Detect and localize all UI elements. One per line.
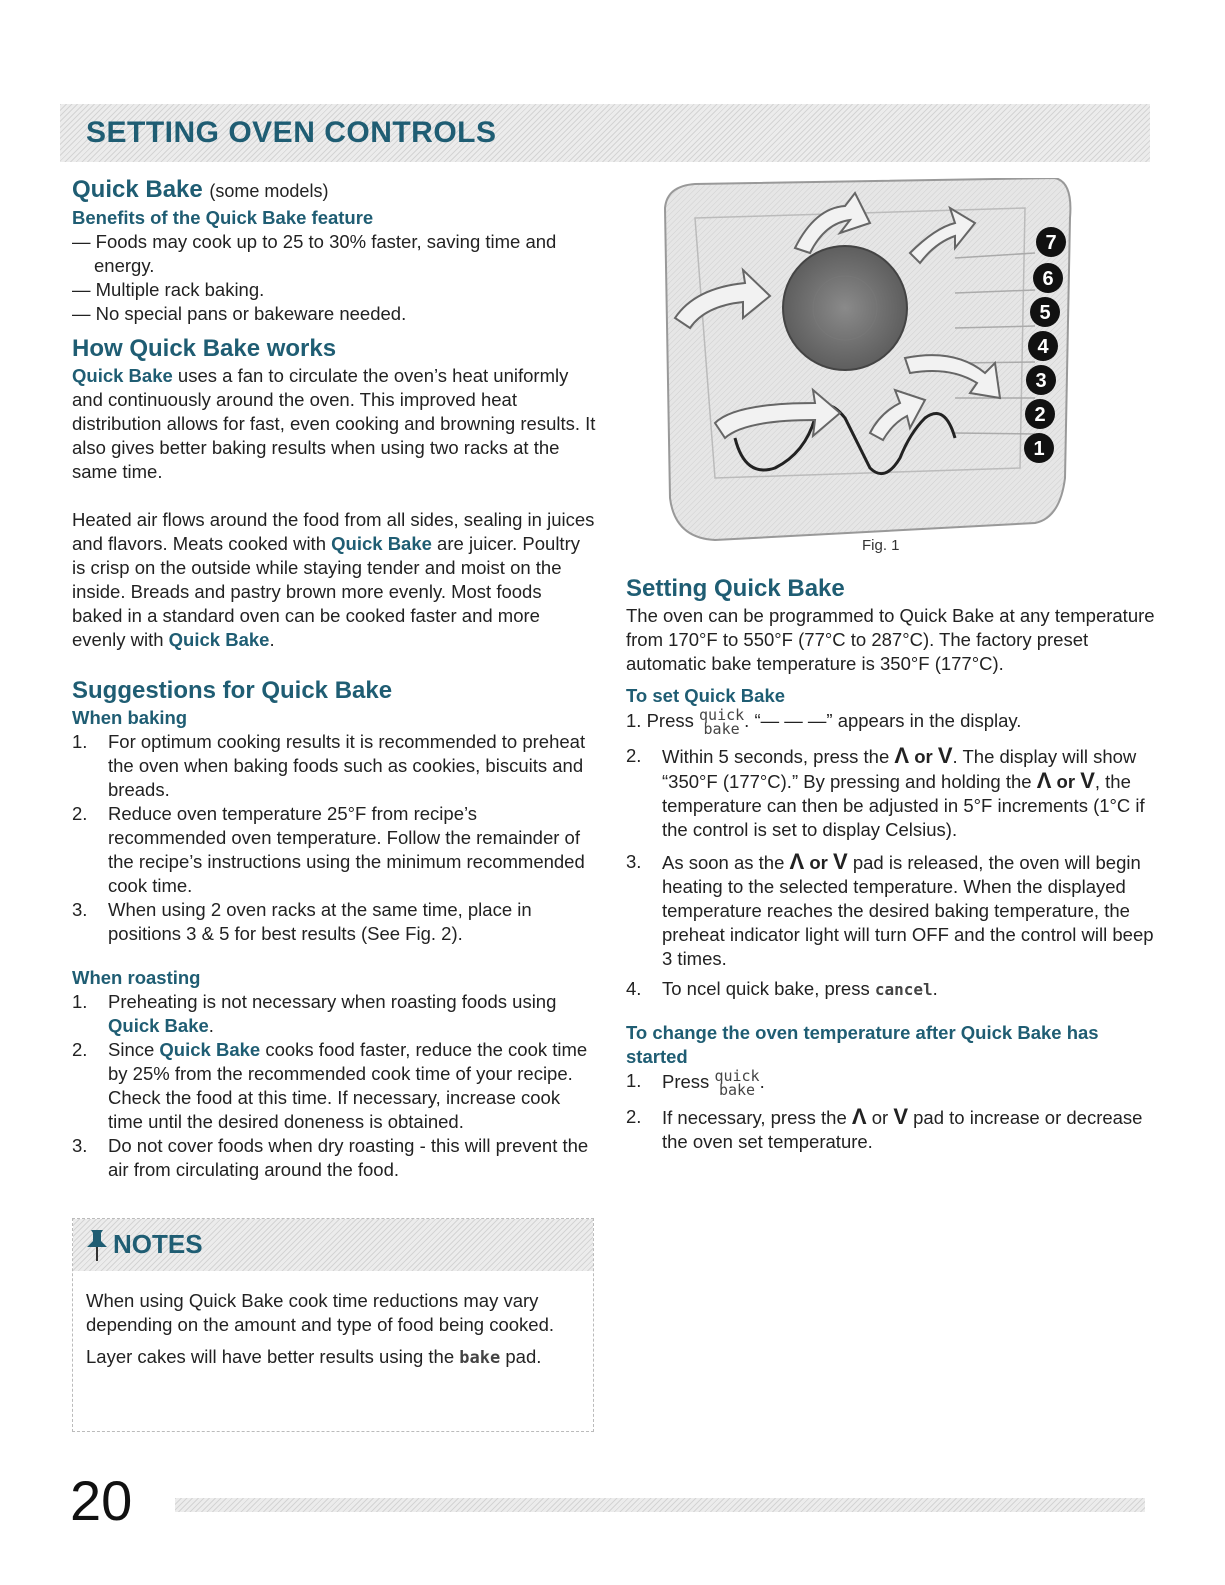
rack-number: 3 xyxy=(1035,370,1047,392)
list-text: Press xyxy=(646,709,700,731)
rack-number-badge xyxy=(1030,297,1060,327)
quick-bake-key xyxy=(714,1069,759,1097)
list-item xyxy=(72,730,597,802)
list-item xyxy=(626,977,1156,1001)
paragraph-text: Heated air flows around the food from all sides, sealing in juices and flavors. Meats cooked with xyxy=(72,509,595,554)
list-number: 3. xyxy=(72,899,88,920)
or-word: or xyxy=(809,852,828,873)
or-word: or xyxy=(871,1107,889,1128)
bold-term: Quick Bake xyxy=(108,1015,209,1036)
suggestions-title: Suggestions for Quick Bake xyxy=(72,677,393,704)
list-text: Since xyxy=(108,1039,160,1060)
how-works-title: How Quick Bake works xyxy=(72,335,337,362)
list-item xyxy=(626,1069,1156,1097)
list-item xyxy=(72,1038,597,1134)
list-number: 1. xyxy=(626,709,642,731)
paragraph-text: uses a fan to circulate the oven’s heat uniformly and continuously around the oven. This improved heat distribution allows for fast, even cooking and browning results. It also gives better baking results when using two racks at the same time. xyxy=(72,365,596,482)
benefit-item: — Foods may cook up to 25 to 30% faster, saving time and energy. xyxy=(72,231,557,276)
list-number: 1. xyxy=(72,991,88,1012)
bold-term: Quick Bake xyxy=(168,629,270,650)
list-item xyxy=(72,802,597,898)
baking-list xyxy=(72,730,597,946)
notes-header xyxy=(73,1219,593,1271)
list-text: . “— — —” appears in the display. xyxy=(744,709,1022,731)
cancel-key: cancel xyxy=(874,980,933,1000)
when-roasting-heading: When roasting xyxy=(72,967,201,988)
list-number: 2. xyxy=(72,1039,88,1060)
footer-band xyxy=(175,1498,1145,1512)
roasting-list xyxy=(72,990,597,1182)
up-arrow-icon: Λ xyxy=(789,849,805,874)
up-arrow-icon: Λ xyxy=(1036,768,1052,793)
list-text: Preheating is not necessary when roasting foods using xyxy=(108,991,557,1012)
list-item xyxy=(72,990,597,1038)
bold-term: Quick Bake xyxy=(331,533,432,554)
up-arrow-icon: Λ xyxy=(894,743,910,768)
quick-bake-heading xyxy=(72,175,597,206)
note-paragraph xyxy=(86,1345,586,1369)
list-text: cooks food faster, reduce the cook time by 25% from the recommended cook time of your recipe. Check the food at this time. If necessary, increase cook time until the desired doneness is obtained. xyxy=(108,1039,588,1132)
list-number: 2. xyxy=(626,745,642,766)
left-column xyxy=(72,175,597,1182)
down-arrow-icon: V xyxy=(833,849,848,874)
list-item xyxy=(626,708,1156,736)
key-label-top: quick xyxy=(714,1067,760,1085)
pushpin-icon xyxy=(83,1227,113,1263)
key-label-bottom: bake xyxy=(718,1081,756,1099)
rack-number: 1 xyxy=(1033,438,1045,460)
paragraph-text: . xyxy=(269,629,275,650)
bold-term: Quick Bake xyxy=(72,365,173,386)
list-text: Reduce oven temperature 25°F from recipe’s recommended oven temperature. Follow the remainder of the recipe’s instructions using the minimum recommended cook time. xyxy=(108,803,585,896)
rack-number: 2 xyxy=(1034,404,1046,426)
benefits-heading: Benefits of the Quick Bake feature xyxy=(72,207,374,228)
paragraph-text: are juicer. Poultry is crisp on the outside while staying tender and moist on the inside. Breads and pastry brown more evenly. Most foods baked in a standard oven can be cooked faster and more evenly with xyxy=(72,533,580,650)
quick-bake-key xyxy=(699,708,744,736)
list-number: 4. xyxy=(626,978,642,999)
list-text: As soon as the xyxy=(662,852,790,873)
key-label-bottom: bake xyxy=(703,720,740,738)
down-arrow-icon: V xyxy=(1080,768,1095,793)
convection-fan xyxy=(783,246,907,370)
list-text: , the temperature can then be adjusted in 5°F increments (1°C if the control is set to display Celsius). xyxy=(662,771,1145,840)
or-word: or xyxy=(914,746,933,767)
note-text: pad. xyxy=(500,1346,542,1367)
rack-number-badge xyxy=(1028,331,1058,361)
oven-airflow-figure xyxy=(655,178,1075,543)
list-text: To ncel quick bake, press xyxy=(662,978,875,999)
list-text: pad is released, the oven will begin heating to the selected temperature. When the displayed temperature reaches the desired baking temperature, the preheat indicator light will turn OFF and the control will beep 3 times. xyxy=(662,852,1154,969)
list-item xyxy=(72,898,597,946)
benefit-item: — Multiple rack baking. xyxy=(72,279,265,300)
rack-number: 5 xyxy=(1039,302,1051,324)
rack-number-badge xyxy=(1025,399,1055,429)
list-text: Press xyxy=(662,1070,715,1092)
list-item xyxy=(626,744,1156,842)
list-number: 2. xyxy=(72,803,88,824)
to-set-heading: To set Quick Bake xyxy=(626,685,786,706)
when-baking-heading: When baking xyxy=(72,707,188,728)
list-number: 1. xyxy=(626,1070,642,1091)
rack-number: 7 xyxy=(1045,232,1057,254)
down-arrow-icon: V xyxy=(937,743,953,768)
list-text: If necessary, press the xyxy=(662,1107,852,1128)
change-temp-heading: To change the oven temperature after Quick Bake has started xyxy=(626,1022,1099,1067)
list-number: 3. xyxy=(72,1135,88,1156)
list-text: . The display will show “350°F (177°C).” By pressing and holding the xyxy=(662,746,1137,792)
list-text: pad to increase or decrease the oven set temperature. xyxy=(662,1107,1143,1152)
list-text: When using 2 oven racks at the same time, place in positions 3 & 5 for best results (See Fig. 2). xyxy=(108,899,532,944)
heated-air-paragraph xyxy=(72,508,597,652)
notes-title: NOTES xyxy=(113,1229,203,1259)
change-steps-list xyxy=(626,1069,1156,1154)
rack-number: 6 xyxy=(1042,268,1054,290)
page-number: 20 xyxy=(70,1469,133,1532)
rack-number-badge xyxy=(1024,433,1054,463)
list-text: . xyxy=(759,1070,765,1092)
list-text: Do not cover foods when dry roasting - this will prevent the air from circulating around the food. xyxy=(108,1135,589,1180)
up-arrow-icon: Λ xyxy=(851,1104,867,1129)
bake-key: bake xyxy=(459,1348,501,1369)
note-paragraph: When using Quick Bake cook time reductions may vary depending on the amount and type of food being cooked. xyxy=(86,1290,555,1335)
quick-bake-subtitle: (some models) xyxy=(209,181,329,201)
list-number: 2. xyxy=(626,1106,642,1127)
note-text: Layer cakes will have better results using the xyxy=(86,1346,460,1367)
setting-intro: The oven can be programmed to Quick Bake at any temperature from 170°F to 550°F (77°C to 287°C). The factory preset automatic bake temperature is 350°F (177°C). xyxy=(626,605,1155,674)
list-item xyxy=(626,1105,1156,1154)
benefit-item: — No special pans or bakeware needed. xyxy=(72,303,407,324)
how-works-paragraph xyxy=(72,364,597,484)
list-text: Within 5 seconds, press the xyxy=(662,746,895,767)
right-column xyxy=(626,574,1156,1154)
or-word: or xyxy=(1056,771,1076,792)
section-header-band xyxy=(60,104,1150,162)
list-item xyxy=(72,1134,597,1182)
quick-bake-title: Quick Bake xyxy=(72,176,203,203)
down-arrow-icon: V xyxy=(893,1104,908,1129)
list-text: . xyxy=(208,1015,214,1036)
figure-caption: Fig. 1 xyxy=(862,537,900,554)
rack-number-badge xyxy=(1033,263,1063,293)
list-text: For optimum cooking results it is recommended to preheat the oven when baking foods such as cookies, biscuits and breads. xyxy=(108,731,586,800)
bold-term: Quick Bake xyxy=(159,1039,261,1060)
rack-number: 4 xyxy=(1037,336,1049,358)
notes-body xyxy=(86,1289,586,1369)
list-number: 3. xyxy=(626,851,642,872)
notes-box xyxy=(72,1218,594,1432)
section-title: SETTING OVEN CONTROLS xyxy=(86,116,497,149)
rack-number-badge xyxy=(1026,365,1056,395)
key-label-top: quick xyxy=(699,706,745,724)
rack-number-badge xyxy=(1036,227,1066,257)
set-steps-list xyxy=(626,708,1156,1001)
list-text: . xyxy=(932,978,938,999)
list-item xyxy=(626,850,1156,971)
setting-quick-bake-title: Setting Quick Bake xyxy=(626,575,845,602)
list-number: 1. xyxy=(72,731,88,752)
